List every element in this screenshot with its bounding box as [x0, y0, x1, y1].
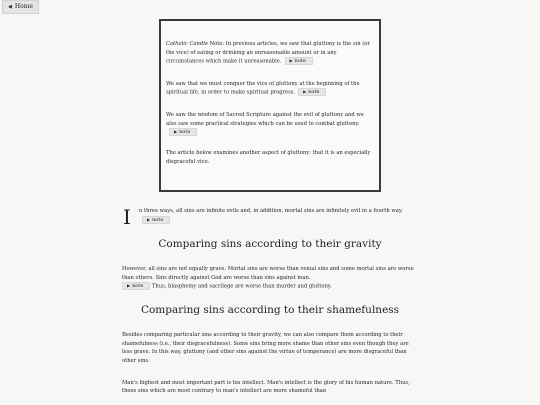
triangle-right-icon: ▶: [289, 58, 293, 64]
shamefulness-paragraph: Besides comparing particular sins according to their gravity, we can also compare them according to their shamefulness (i.e., their disgracefulness). Some sins bring more shame than other sins even though they are less grave. In this way, gluttony (and other sins against the virtue of temperance) are more disgraceful than other sins.: [122, 332, 409, 365]
footnote-button[interactable]: [142, 216, 170, 224]
footnote-button-label: note: [179, 129, 191, 136]
lead-text: n three ways, all sins are infinite evils and, in addition, mortal sins are infinitely evil in a fourth way.: [139, 208, 403, 214]
home-button-label: Home: [14, 3, 33, 10]
triangle-right-icon: ▶: [127, 283, 131, 289]
footnote-button-label: note: [132, 283, 144, 290]
heading-shamefulness: Comparing sins according to their shamefulness: [140, 304, 400, 317]
footnote-button[interactable]: [298, 88, 326, 96]
triangle-right-icon: ▶: [303, 89, 307, 95]
publication-name: Catholic Candle: [166, 41, 208, 47]
note-paragraph-2-text: We saw that we must conquer the vice of gluttony at the beginning of the spiritual life, in order to make spiritual progress.: [166, 80, 360, 96]
heading-gravity: Comparing sins according to their gravity: [158, 238, 382, 250]
footnote-button-label: note: [308, 89, 320, 96]
lead-paragraph: [122, 205, 418, 229]
note-paragraph-3: [166, 111, 375, 137]
intellect-paragraph: Man's highest and most important part is his intellect. Man's intellect is the glory of his human nature. Thus, those sins which are most contrary to man's intellect are more shameful than: [122, 379, 410, 395]
gravity-paragraph: [122, 265, 418, 291]
triangle-left-icon: ◀: [8, 4, 12, 10]
footnote-button-label: note: [294, 58, 306, 65]
footnote-button-label: note: [152, 216, 164, 223]
drop-cap: I: [123, 205, 131, 229]
note-paragraph-4: The article below examines another aspect of gluttony: that it is an especially disgraceful vice.: [166, 150, 371, 165]
article-body: [122, 207, 418, 396]
footnote-button[interactable]: [122, 282, 150, 290]
note-paragraph-1-text: Note: In previous articles, we saw that gluttony is the sin (or the vice) of eating or drinking an unreasonable amount or in any circumstances which make it unreasonable.: [166, 41, 370, 65]
gravity-text-b: Thus, blasphemy and sacrilege are worse than murder and gluttony.: [150, 283, 332, 290]
footnote-button[interactable]: [285, 57, 313, 65]
note-paragraph-3-text: We saw the wisdom of Sacred Scripture against the evil of gluttony and we also saw some practical strategies which can be used to combat gluttony.: [166, 111, 364, 127]
footnote-button[interactable]: [169, 128, 197, 136]
gravity-text-a: However, all sins are not equally grave. Mortal sins are worse than venial sins and some mortal sins are worse than others. Sins directly against God are worse than sins against man.: [122, 266, 414, 281]
triangle-right-icon: ▶: [147, 216, 151, 222]
note-paragraph-2: [166, 80, 375, 98]
editor-note-box: [159, 19, 381, 192]
note-paragraph-1: [166, 40, 375, 66]
home-button[interactable]: [2, 0, 39, 14]
triangle-right-icon: ▶: [174, 129, 178, 135]
